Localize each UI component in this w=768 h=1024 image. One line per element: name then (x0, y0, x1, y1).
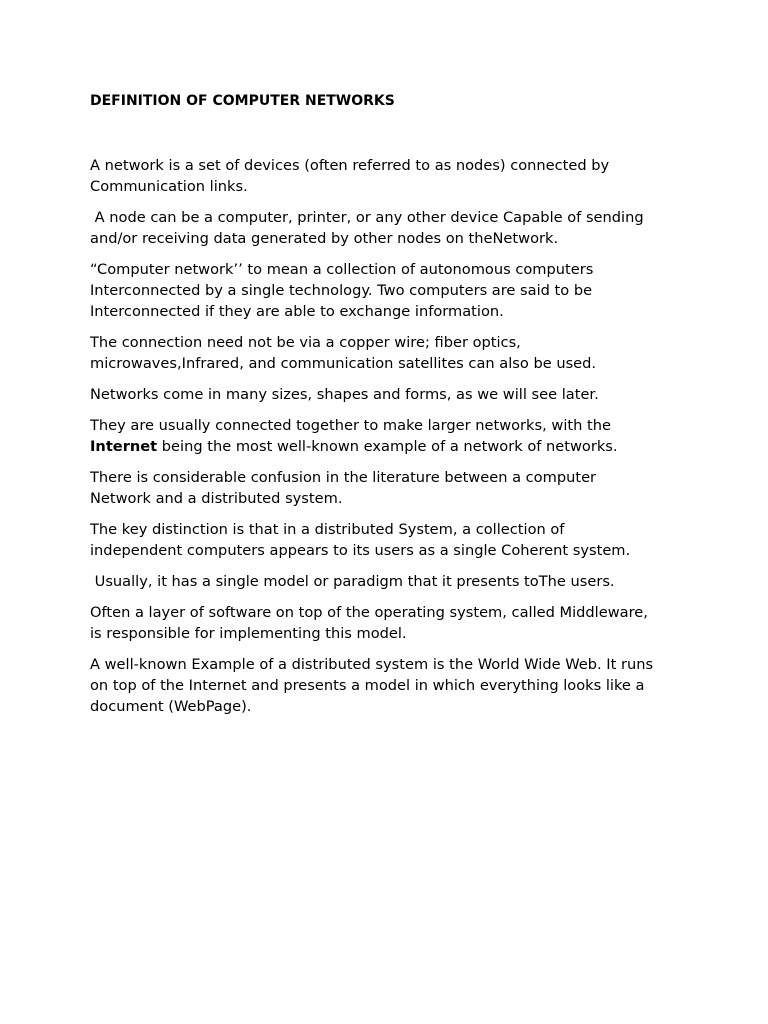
paragraph-single-model (90, 571, 690, 592)
text-line (90, 436, 690, 457)
text-line: Often a layer of software on top of the operating system, called Middleware, (90, 604, 648, 621)
text-line: independent computers appears to its users as a single Coherent system. (90, 542, 631, 559)
paragraph-world-wide-web (90, 654, 690, 717)
text-line: A node can be a computer, printer, or any other device Capable of sending (90, 209, 644, 226)
text-line: “Computer network’’ to mean a collection of autonomous computers (90, 261, 594, 278)
text-line: Usually, it has a single model or paradigm that it presents toThe users. (90, 573, 615, 590)
text-line: A well-known Example of a distributed system is the World Wide Web. It runs (90, 656, 654, 673)
internet-bold-word: Internet (90, 438, 158, 455)
paragraph-node-definition (90, 207, 690, 249)
paragraph-network-sizes (90, 384, 690, 405)
paragraph-network-definition (90, 155, 690, 197)
paragraph-key-distinction (90, 519, 690, 561)
text-line: document (WebPage). (90, 698, 252, 715)
text-line: is responsible for implementing this model. (90, 625, 407, 642)
paragraph-computer-network (90, 259, 690, 322)
text-fragment: being the most well-known example of a network of networks. (157, 438, 618, 455)
text-line: Communication links. (90, 178, 248, 195)
paragraph-confusion (90, 467, 690, 509)
paragraph-internet (90, 415, 690, 457)
text-line: A network is a set of devices (often referred to as nodes) connected by (90, 157, 610, 174)
document-body (90, 92, 690, 727)
text-line: microwaves,Infrared, and communication satellites can also be used. (90, 355, 597, 372)
text-line: Interconnected by a single technology. Two computers are said to be (90, 282, 593, 299)
paragraph-connection-media (90, 332, 690, 374)
text-line: Network and a distributed system. (90, 490, 343, 507)
text-line: They are usually connected together to make larger networks, with the (90, 417, 611, 434)
text-line: and/or receiving data generated by other nodes on theNetwork. (90, 230, 559, 247)
text-line: on top of the Internet and presents a model in which everything looks like a (90, 677, 645, 694)
paragraph-middleware (90, 602, 690, 644)
document-title: DEFINITION OF COMPUTER NETWORKS (90, 93, 395, 109)
text-line: Networks come in many sizes, shapes and forms, as we will see later. (90, 386, 599, 403)
text-line: Interconnected if they are able to exchange information. (90, 303, 504, 320)
text-line: The key distinction is that in a distributed System, a collection of (90, 521, 565, 538)
text-line: The connection need not be via a copper wire; fiber optics, (90, 334, 521, 351)
text-line: There is considerable confusion in the literature between a computer (90, 469, 597, 486)
